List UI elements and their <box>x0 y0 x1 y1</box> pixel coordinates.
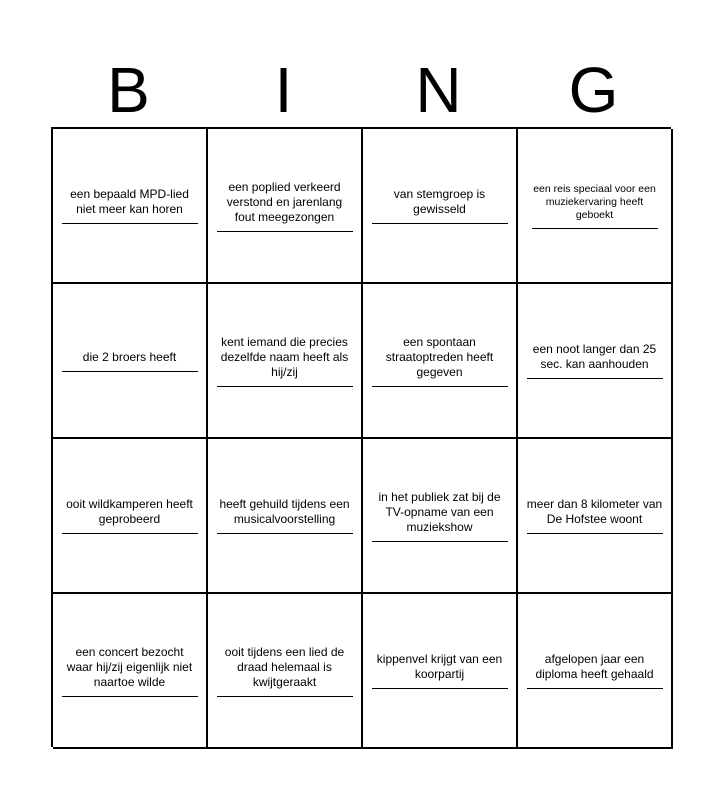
bingo-cell[interactable] <box>208 129 363 284</box>
signature-line <box>62 223 198 224</box>
cell-text: in het publiek zat bij de TV-opname van een muziekshow <box>378 489 501 534</box>
header-letter-b: B <box>107 54 150 126</box>
signature-line <box>217 533 353 534</box>
bingo-header <box>51 52 671 128</box>
bingo-cell[interactable] <box>53 594 208 749</box>
bingo-grid <box>51 127 671 747</box>
signature-line <box>217 696 353 697</box>
signature-line <box>62 533 198 534</box>
signature-line <box>372 688 508 689</box>
bingo-cell[interactable] <box>53 284 208 439</box>
bingo-cell[interactable] <box>518 284 673 439</box>
cell-text: een spontaan straatoptreden heeft gegeven <box>385 334 494 379</box>
signature-line <box>372 541 508 542</box>
cell-text: ooit wildkamperen heeft geprobeerd <box>66 497 193 526</box>
bingo-cell[interactable] <box>518 129 673 284</box>
cell-text: een bepaald MPD-lied niet meer kan horen <box>70 187 189 216</box>
bingo-cell[interactable] <box>53 129 208 284</box>
cell-text: die 2 broers heeft <box>82 349 177 364</box>
cell-text: een reis speciaal voor een muziekervaring heeft geboekt <box>533 182 656 221</box>
signature-line <box>62 696 198 697</box>
cell-text: een noot langer dan 25 sec. kan aanhouden <box>532 342 657 371</box>
signature-line <box>217 231 353 232</box>
bingo-cell[interactable] <box>363 594 518 749</box>
bingo-cell[interactable] <box>208 439 363 594</box>
cell-text: een concert bezocht waar hij/zij eigenlijk niet naartoe wilde <box>66 644 193 689</box>
signature-line <box>372 386 508 387</box>
signature-line <box>527 688 663 689</box>
bingo-cell[interactable] <box>363 284 518 439</box>
cell-text: een poplied verkeerd verstond en jarenlang fout meegezongen <box>226 179 343 224</box>
cell-text: afgelopen jaar een diploma heeft gehaald <box>535 652 654 681</box>
bingo-cell[interactable] <box>363 129 518 284</box>
signature-line <box>217 386 353 387</box>
bingo-cell[interactable] <box>208 284 363 439</box>
cell-text: ooit tijdens een lied de draad helemaal is kwijtgeraakt <box>224 644 345 689</box>
cell-text: kent iemand die precies dezelfde naam heeft als hij/zij <box>220 334 349 379</box>
header-letter-n: N <box>415 54 462 126</box>
cell-text: van stemgroep is gewisseld <box>393 187 486 216</box>
cell-text: heeft gehuild tijdens een musicalvoorstelling <box>219 497 350 526</box>
signature-line <box>527 378 663 379</box>
bingo-cell[interactable] <box>363 439 518 594</box>
signature-line <box>62 371 198 372</box>
bingo-cell[interactable] <box>53 439 208 594</box>
signature-line <box>532 228 658 229</box>
signature-line <box>372 223 508 224</box>
header-letter-i: I <box>274 54 293 126</box>
cell-text: kippenvel krijgt van een koorpartij <box>376 652 503 681</box>
bingo-cell[interactable] <box>518 594 673 749</box>
bingo-cell[interactable] <box>208 594 363 749</box>
signature-line <box>527 533 663 534</box>
header-letter-g: G <box>568 54 619 126</box>
bingo-cell[interactable] <box>518 439 673 594</box>
cell-text: meer dan 8 kilometer van De Hofstee woont <box>526 497 663 526</box>
